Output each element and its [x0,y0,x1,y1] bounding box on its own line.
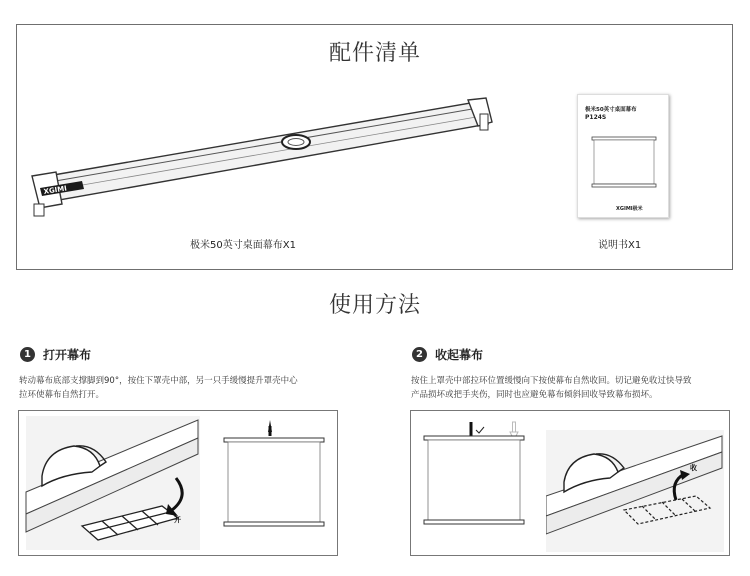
step-2-title: 收起幕布 [435,348,484,362]
step-1-title: 打开幕布 [43,348,92,362]
step-2-screen-close [420,418,530,538]
screen-caption: 极米50英寸桌面幕布X1 [190,240,296,251]
manual-title: 极米50英寸桌面幕布 [585,107,637,113]
step-2-close-label: 收 [690,464,697,472]
usage-title: 使用方法 [328,293,421,318]
step-1-heading [20,346,91,363]
tube-brand-label: XGIMI [43,184,68,196]
manual-brand: XGIMI极米 [616,206,643,212]
step-1-line-1: 转动幕布底部支撑脚到90°，按住下罩壳中部，另一只手缓慢提升罩壳中心 [19,376,298,386]
step-2-line-2: 产品损坏或把手夹伤，同时也应避免幕布倾斜回收导致幕布损坏。 [411,390,658,400]
step-2-line-1: 按住上罩壳中部拉环位置缓慢向下按使幕布自然收回。切记避免收过快导致 [411,376,692,386]
step-1-open-label: 开 [174,516,181,524]
manual-screen-icon [590,135,658,191]
step-1-description [19,374,359,402]
step-1-stand-closeup [22,414,202,554]
step-2-description [411,374,741,402]
step-2-number: 2 [412,347,427,362]
accessories-title: 配件清单 [328,41,421,66]
screen-tube-illustration [28,92,498,222]
step-1-line-2: 拉环使幕布自然打开。 [19,390,105,400]
manual-caption: 说明书X1 [598,240,642,251]
manual-model: P124S [585,114,607,121]
manual-booklet [577,94,669,218]
step-1-number: 1 [20,347,35,362]
step-1-screen-open [222,418,332,538]
step-2-heading [412,346,483,363]
step-2-stand-closeup [546,430,726,554]
